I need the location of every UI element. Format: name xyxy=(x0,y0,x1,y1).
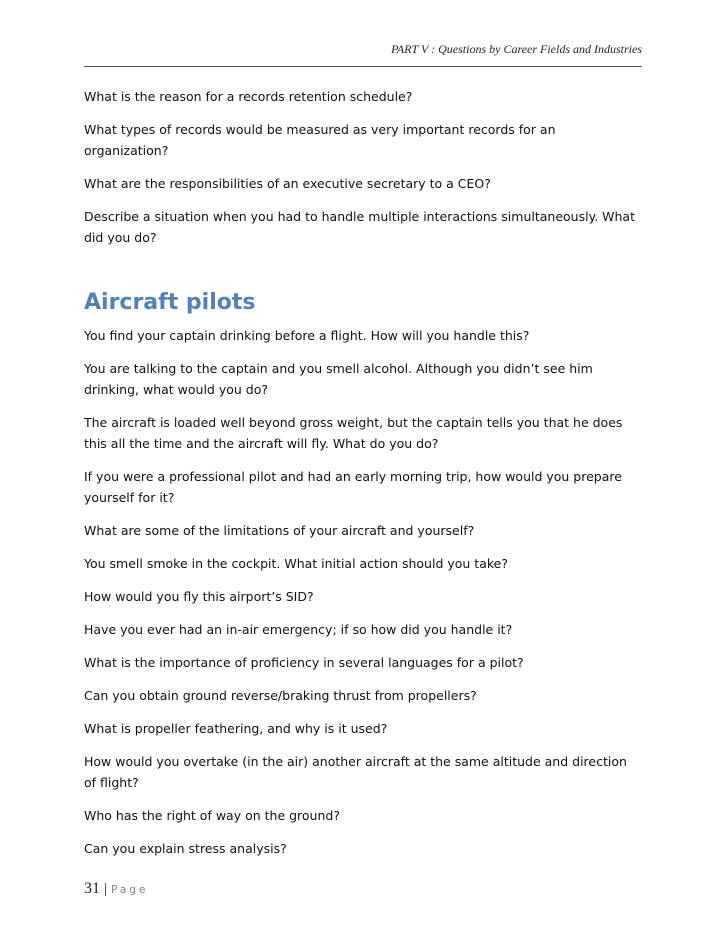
question-text: What are the responsibilities of an executive secretary to a CEO? xyxy=(84,176,491,191)
question-text: What types of records would be measured as very important records for an organization? xyxy=(84,122,556,158)
question-text: If you were a professional pilot and had an early morning trip, how would you prepare yourself for it? xyxy=(84,469,622,505)
page-footer xyxy=(84,881,148,898)
footer-separator: | xyxy=(104,881,108,897)
page-content xyxy=(84,86,642,871)
question-text: Can you obtain ground reverse/braking thrust from propellers? xyxy=(84,688,477,703)
question-text: Who has the right of way on the ground? xyxy=(84,808,340,823)
question-text: What is the reason for a records retention schedule? xyxy=(84,89,413,104)
question-text: What are some of the limitations of your aircraft and yourself? xyxy=(84,523,475,538)
page-number: 31 xyxy=(84,880,100,897)
question-text: What is propeller feathering, and why is it used? xyxy=(84,721,388,736)
question-text: Describe a situation when you had to handle multiple interactions simultaneously. What did you do? xyxy=(84,209,635,245)
header-rule xyxy=(84,66,642,67)
question-text: Can you explain stress analysis? xyxy=(84,841,287,856)
question-text: Have you ever had an in-air emergency; if so how did you handle it? xyxy=(84,622,513,637)
running-header: PART V : Questions by Career Fields and Industries xyxy=(391,42,642,56)
page-label: Page xyxy=(111,884,149,896)
question-text: The aircraft is loaded well beyond gross weight, but the captain tells you that he does this all the time and the aircraft will fly. What do you do? xyxy=(84,415,623,451)
question-text: You are talking to the captain and you smell alcohol. Although you didn’t see him drinking, what would you do? xyxy=(84,361,593,397)
question-text: How would you overtake (in the air) another aircraft at the same altitude and direction of flight? xyxy=(84,754,627,790)
intro-question-list xyxy=(84,86,642,248)
question-text: You smell smoke in the cockpit. What initial action should you take? xyxy=(84,556,508,571)
question-text: You find your captain drinking before a flight. How will you handle this? xyxy=(84,328,530,343)
section-heading: Aircraft pilots xyxy=(84,290,256,315)
section-question-list xyxy=(84,325,642,859)
question-text: How would you fly this airport’s SID? xyxy=(84,589,314,604)
question-text: What is the importance of proficiency in several languages for a pilot? xyxy=(84,655,524,670)
